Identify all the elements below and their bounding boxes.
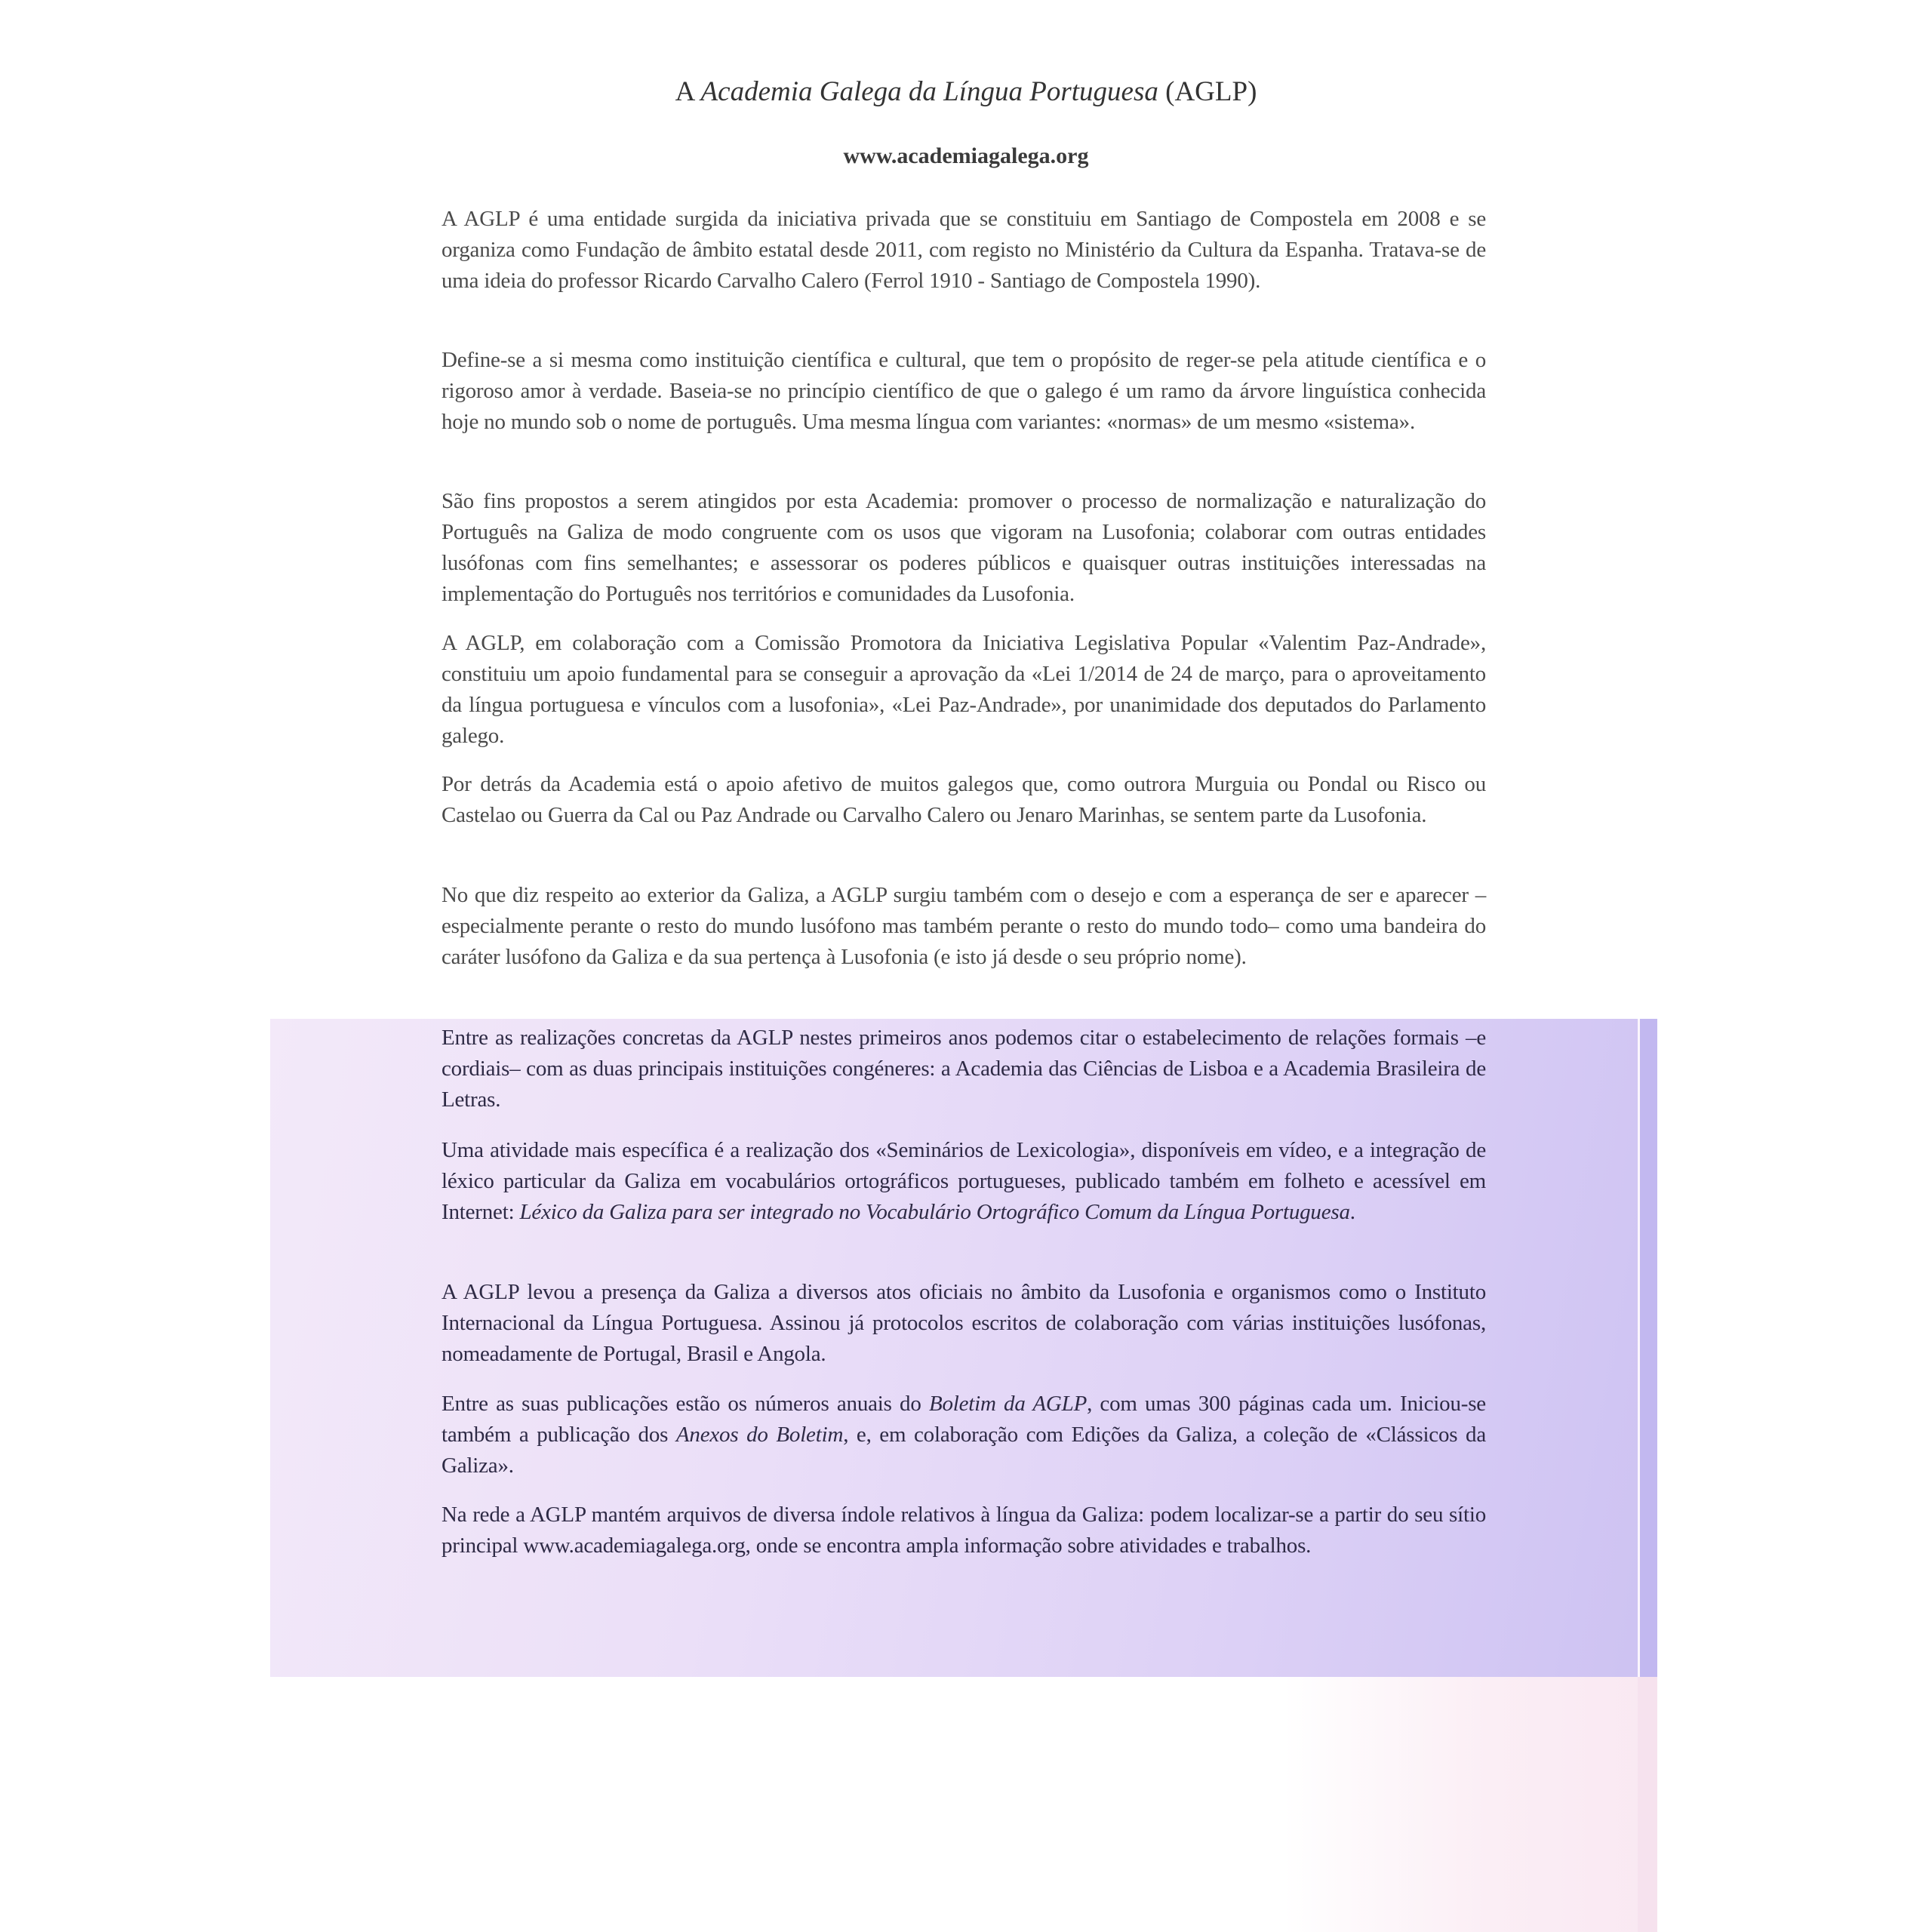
- paragraph-10-text: Entre as suas publicações estão os números anuais do: [441, 1392, 929, 1416]
- paragraph-10-italic-boletim: Boletim da AGLP: [928, 1392, 1088, 1416]
- paragraph-10-middle: , com umas 300 páginas cada um. Iniciou-se também a publicação dos: [441, 1392, 1486, 1447]
- title-italic: Academia Galega da Língua Portuguesa: [700, 76, 1158, 107]
- paragraph-3: São fins propostos a serem atingidos por esta Academia: promover o processo de normalização e naturalização do Português na Galiza de modo congruente com os usos que vigoram na Lusofonia; colaborar com outras entidades lusófonas com fins semelhantes; e assessorar os poderes públicos e quaisquer outras instituições interessadas na implementação do Português nos territórios e comunidades da Lusofonia.: [441, 489, 1486, 606]
- paragraph-10: [441, 1389, 1486, 1481]
- background-pink-fade: [1283, 1677, 1657, 1932]
- paragraph-11: Na rede a AGLP mantém arquivos de diversa índole relativos à língua da Galiza: podem localizar-se a partir do seu sítio principal www.academiagalega.org, onde se encontra ampla informação sobre atividades e trabalhos.: [441, 1503, 1486, 1558]
- website-url[interactable]: www.academiagalega.org: [843, 143, 1089, 168]
- paragraph-2: Define-se a si mesma como instituição científica e cultural, que tem o propósito de reger-se pela atitude científica e o rigoroso amor à verdade. Baseia-se no princípio científico de que o galego é um ramo da árvore linguística conhecida hoje no mundo sob o nome de português. Uma mesma língua com variantes: «normas» de um mesmo «sistema».: [441, 348, 1486, 434]
- paragraph-10-italic-anexos: Anexos do Boletim: [675, 1423, 844, 1447]
- paragraph-8-text: Uma atividade mais específica é a realização dos «Seminários de Lexicologia», disponíveis em vídeo, e a integração de léxico particular da Galiza em vocabulários ortográficos portugueses, publicado também em folheto e acessível em Internet:: [441, 1138, 1486, 1224]
- paragraph-4: A AGLP, em colaboração com a Comissão Promotora da Iniciativa Legislativa Popular «Valentim Paz-Andrade», constituiu um apoio fundamental para se conseguir a aprovação da «Lei 1/2014 de 24 de março, para o aproveitamento da língua portuguesa e vínculos com a lusofonia», «Lei Paz-Andrade», por unanimidade dos deputados do Parlamento galego.: [441, 631, 1486, 748]
- title-prefix: A: [675, 76, 701, 107]
- paragraph-5: Por detrás da Academia está o apoio afetivo de muitos galegos que, como outrora Murguia ou Pondal ou Risco ou Castelao ou Guerra da Cal ou Paz Andrade ou Carvalho Calero ou Jenaro Marinhas, se sentem parte da Lusofonia.: [441, 772, 1486, 827]
- paragraph-6: No que diz respeito ao exterior da Galiza, a AGLP surgiu também com o desejo e com a esperança de ser e aparecer –especialmente perante o resto do mundo lusófono mas também perante o resto do mundo todo– como uma bandeira do caráter lusófono da Galiza e da sua pertença à Lusofonia (e isto já desde o seu próprio nome).: [441, 883, 1486, 969]
- paragraph-1: A AGLP é uma entidade surgida da iniciativa privada que se constituiu em Santiago de Compostela em 2008 e se organiza como Fundação de âmbito estatal desde 2011, com registo no Ministério da Cultura da Espanha. Tratava-se de uma ideia do professor Ricardo Carvalho Calero (Ferrol 1910 - Santiago de Compostela 1990).: [441, 207, 1486, 293]
- background-pink-stripe: [1638, 1677, 1657, 1932]
- paragraph-7: Entre as realizações concretas da AGLP nestes primeiros anos podemos citar o estabelecimento de relações formais –e cordiais– com as duas principais instituições congéneres: a Academia das Ciências de Lisboa e a Academia Brasileira de Letras.: [441, 1026, 1486, 1112]
- title-suffix: (AGLP): [1158, 76, 1257, 107]
- paragraph-8: [441, 1135, 1486, 1228]
- page-title: [0, 75, 1932, 108]
- paragraph-9: A AGLP levou a presença da Galiza a diversos atos oficiais no âmbito da Lusofonia e organismos como o Instituto Internacional da Língua Portuguesa. Assinou já protocolos escritos de colaboração com várias instituições lusófonas, nomeadamente de Portugal, Brasil e Angola.: [441, 1280, 1486, 1366]
- paragraph-8-end: .: [1349, 1200, 1355, 1224]
- paragraph-8-italic-title: Léxico da Galiza para ser integrado no Vocabulário Ortográfico Comum da Língua Portuguesa: [519, 1200, 1350, 1224]
- paragraph-10-end: , e, em colaboração com Edições da Galiza, a coleção de «Clássicos da Galiza».: [441, 1423, 1487, 1478]
- highlight-edge-stripe: [1638, 1019, 1657, 1677]
